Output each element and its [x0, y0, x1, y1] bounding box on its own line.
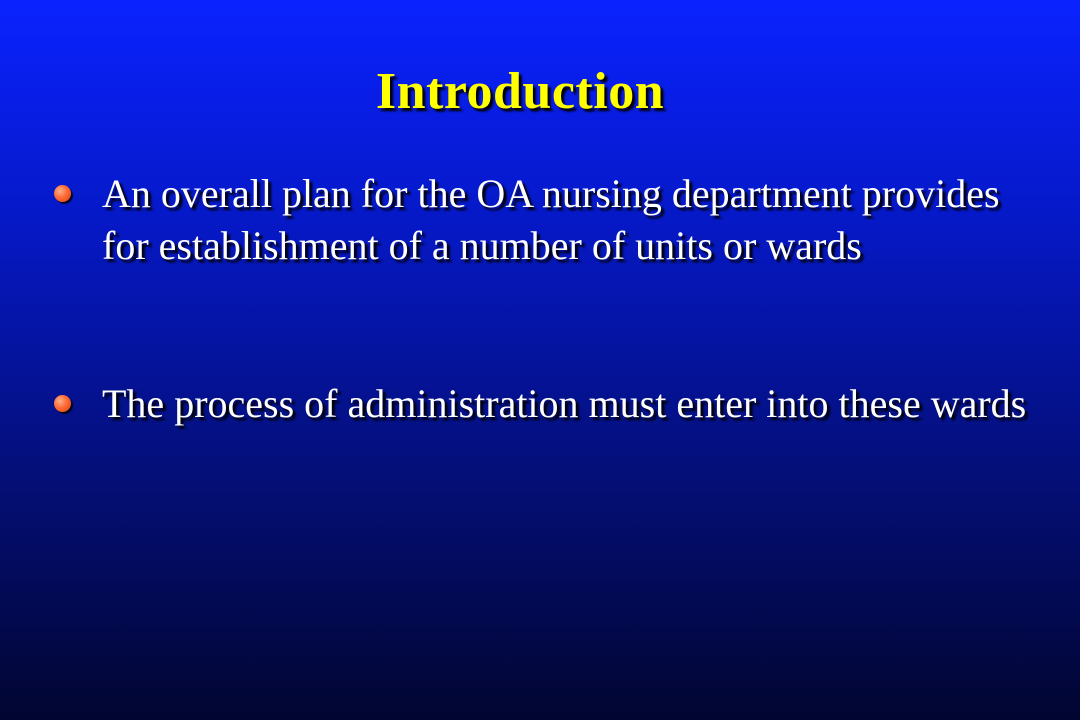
- bullet-item: [52, 168, 1032, 272]
- bullet-list: [52, 168, 1032, 430]
- bullet-text: An overall plan for the OA nursing department provides for establishment of a number of units or wards: [102, 171, 1000, 268]
- slide-title: Introduction: [375, 63, 665, 120]
- bullet-dot-icon: [54, 185, 71, 202]
- bullet-dot-icon: [54, 395, 71, 412]
- bullet-text: The process of administration must enter into these wards: [102, 381, 1027, 426]
- bullet-item: [52, 378, 1032, 430]
